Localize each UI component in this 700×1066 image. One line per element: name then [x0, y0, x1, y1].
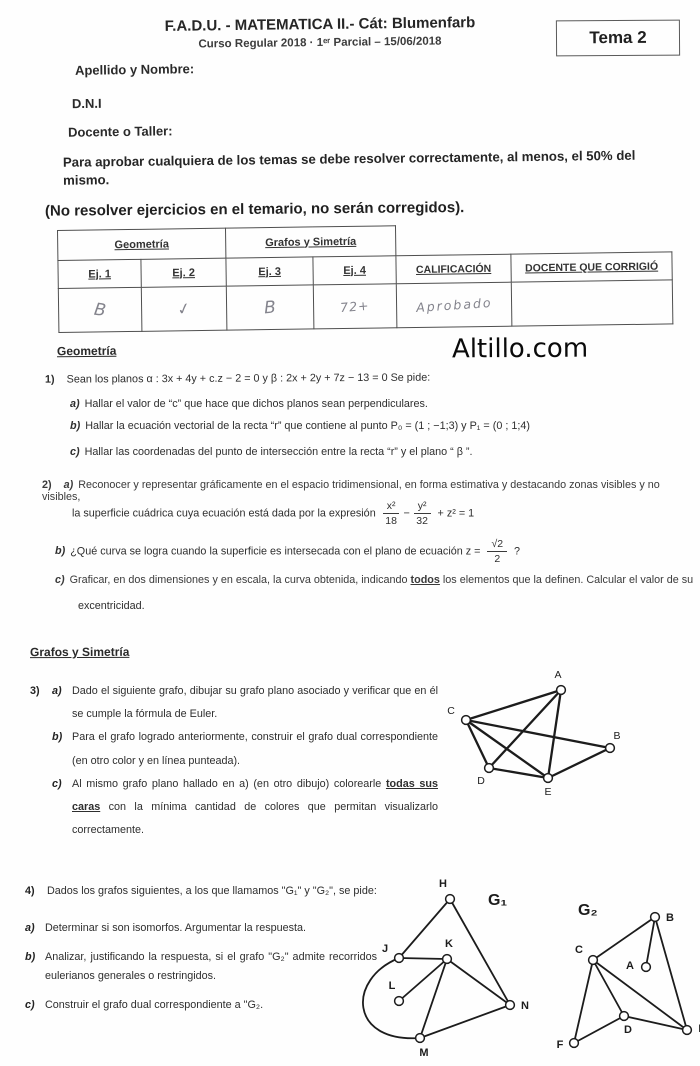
grade-cell-ej1: B: [58, 287, 142, 332]
svg-text:D: D: [624, 1024, 632, 1036]
col-header-calificacion: CALIFICACIÓN: [396, 254, 511, 284]
svg-text:G₁: G₁: [488, 892, 508, 909]
exercise4-intro: 4) Dados los grafos siguientes, a los que llamamos "G₁" y "G₂", se pide:: [25, 882, 377, 905]
exercise3-number: 3): [30, 685, 40, 697]
svg-text:C: C: [575, 944, 583, 956]
exercise4-item-b: b) Analizar, justificando la respuesta, si el grafo "G₂" admite recorridos eulerianos generales o restringidos.: [25, 950, 377, 982]
exercise2-item-a-line2: la superficie cuádrica cuya ecuación está dada por la expresión $\frac{\text{x²}}{18}$ − $\frac{\text{y²}}{32}$ + z² = 1: [72, 500, 475, 528]
grade-cell-calificacion: Aprobado: [396, 282, 512, 328]
exercise3-item-a: 3) a) Dado el siguiente grafo, dibujar su grafo plano asociado y verificar que en él se cumple la fórmula de Euler.: [30, 680, 438, 726]
svg-text:G₂: G₂: [578, 902, 598, 919]
underlined-todas-sus-caras: todas sus caras: [72, 777, 438, 814]
exercise4-item-c: c) Construir el grafo dual correspondiente a "G₂.: [25, 998, 264, 1011]
svg-text:C: C: [447, 705, 455, 717]
fraction-sqrt2-2: $\frac{√2}{2}$: [487, 538, 507, 565]
exercise4-block: [25, 876, 377, 1018]
exam-title: F.A.D.U. - MATEMATICA II.- Cát: Blumenfarb: [164, 14, 476, 35]
section-heading-grafos: Grafos y Simetría: [29, 644, 130, 660]
svg-text:B: B: [613, 730, 621, 742]
svg-text:M: M: [419, 1047, 429, 1059]
no-solve-note: (No resolver ejercicios en el temario, no serán corregidos).: [44, 199, 465, 220]
svg-text:D: D: [477, 775, 485, 787]
svg-text:H: H: [439, 878, 447, 890]
exercise2-item-c: c) Graficar, en dos dimensiones y en escala, la curva obtenida, indicando todos los elementos que la definen. Calcular el valor de su: [55, 574, 694, 586]
graph-g2: [556, 885, 700, 1066]
table-open-corner: [510, 222, 671, 254]
svg-text:L: L: [388, 980, 396, 992]
grade-cell-docente: [511, 280, 673, 326]
altillo-watermark: Altillo.com: [451, 333, 589, 365]
tema-box: [556, 20, 680, 57]
svg-text:A: A: [626, 960, 634, 972]
dni-field-label: D.N.I: [71, 95, 102, 112]
col-header-ej3: Ej. 3: [226, 257, 313, 286]
underlined-todos: todos: [410, 574, 440, 586]
exercise4-number: 4): [25, 885, 35, 897]
section-heading-geometria: Geometría: [56, 343, 117, 359]
grade-cell-ej4: 72+: [313, 284, 397, 329]
exercise1-intro: 1) Sean los planos α : 3x + 4y + c.z − 2 = 0 y β : 2x + 2y + 7z − 13 = 0 Se pide:: [44, 371, 431, 386]
svg-text:B: B: [666, 912, 674, 924]
exercise1-item-b: b) Hallar la ecuación vectorial de la recta “r” que contiene al punto P₀ = (1 ; −1;3) y P₁ = (0 ; 1;4): [70, 420, 530, 432]
tema-label: Tema 2: [589, 27, 647, 48]
grade-cell-ej3: B: [226, 285, 314, 330]
col-header-ej1: Ej. 1: [58, 259, 141, 288]
graph-g1: [343, 873, 563, 1066]
exercise2-number: 2): [42, 479, 52, 491]
docente-field-label: Docente o Taller:: [67, 123, 173, 140]
exercise3-graph: [438, 666, 693, 806]
grade-cell-ej2: ✓: [141, 286, 227, 331]
exercise3-block: [30, 680, 438, 842]
exercise2-item-c-line2: excentricidad.: [78, 600, 145, 612]
score-table: [57, 221, 672, 333]
group-header-grafos: Grafos y Simetría: [226, 226, 396, 258]
exercise4-item-a: a) Determinar si son isomorfos. Argumentar la respuesta.: [25, 921, 307, 934]
svg-text:A: A: [554, 669, 562, 681]
fraction-x2-18: $\frac{\text{x²}}{18}$: [383, 500, 400, 527]
exercise1-item-a: a) Hallar el valor de “c” que hace que dichos planos sean perpendiculares.: [70, 398, 428, 410]
col-header-ej2: Ej. 2: [141, 258, 226, 287]
svg-text:J: J: [381, 943, 389, 955]
exercise3-item-b: b) Para el grafo logrado anteriormente, construir el grafo dual correspondiente (en otro color y en línea punteada).: [52, 731, 438, 767]
name-field-label: Apellido y Nombre:: [74, 61, 195, 78]
exercise2-item-a-line1: 2) a) Reconocer y representar gráficamente en el espacio tridimensional, en forma estimativa y destacando zonas visibles y no visibles,: [42, 479, 660, 503]
col-header-ej4: Ej. 4: [313, 256, 396, 285]
fraction-y2-32: $\frac{\text{y²}}{32}$: [414, 500, 431, 527]
group-header-geometria: Geometría: [58, 228, 226, 260]
exercise3-item-c: c) Al mismo grafo plano hallado en a) (en otro dibujo) colorearle todas sus caras con la mínima cantidad de colores que permitan visualizarlo correctamente.: [52, 777, 439, 837]
exercise1-number: 1): [44, 373, 55, 386]
pass-rule-paragraph: Para aprobar cualquiera de los temas se debe resolver correctamente, al menos, el 50% del mismo.: [62, 147, 636, 188]
svg-text:K: K: [445, 938, 453, 950]
table-open-corner: [395, 224, 510, 256]
svg-text:E: E: [544, 786, 552, 798]
exercise1-item-c: c) Hallar las coordenadas del punto de intersección entre la recta “r” y el plano “ β ”.: [70, 446, 473, 458]
col-header-docente: DOCENTE QUE CORRIGIÓ: [511, 252, 672, 282]
exercise2-item-b: b) ¿Qué curva se logra cuando la superficie es intersecada con el plano de ecuación z = $\frac{√2}{2}$ ?: [55, 538, 521, 566]
exam-subtitle: Curso Regular 2018 · 1ᵉʳ Parcial – 15/06/2018: [198, 35, 442, 51]
svg-text:F: F: [556, 1039, 564, 1051]
svg-text:N: N: [521, 1000, 529, 1012]
